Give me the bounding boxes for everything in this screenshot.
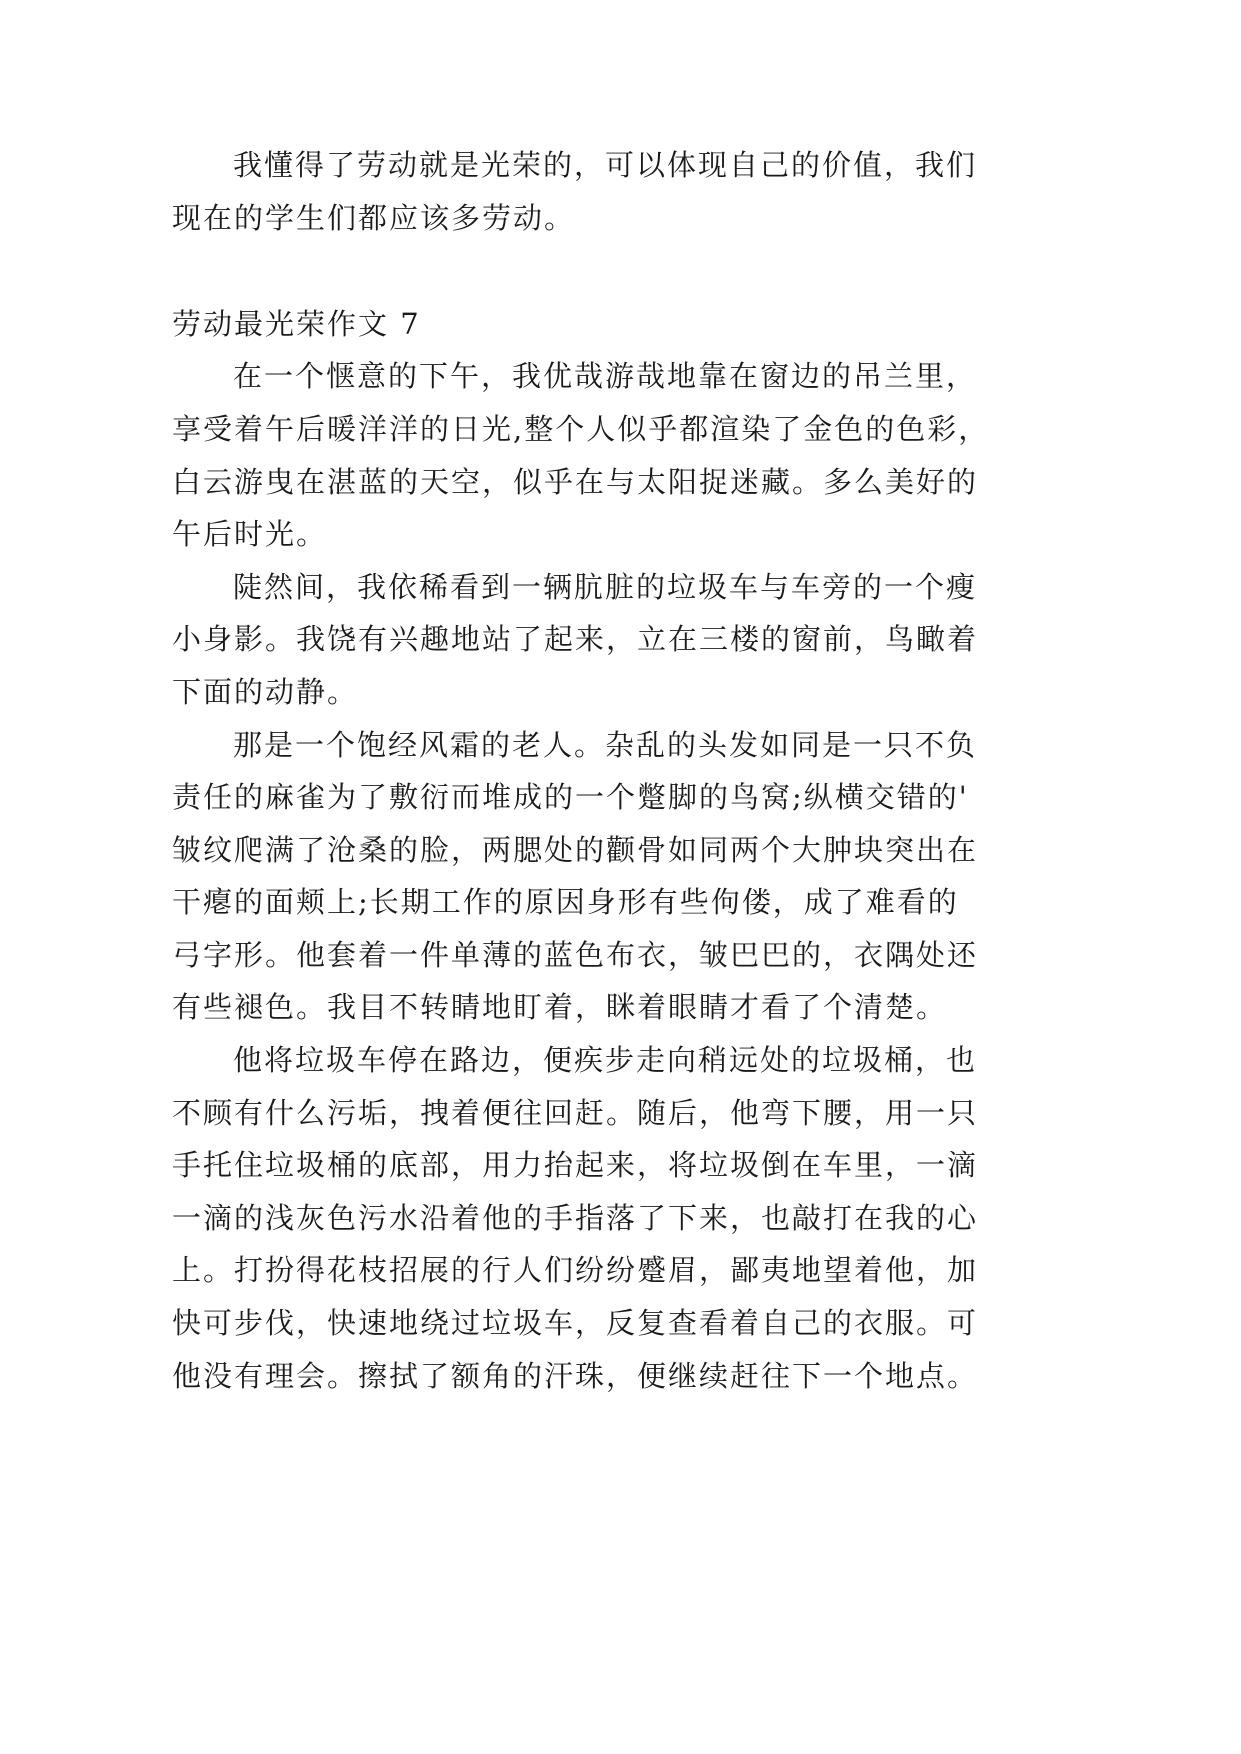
paragraph-4-line-2: 责任的麻雀为了敷衍而堆成的一个蹩脚的鸟窝;纵横交错的'	[172, 780, 969, 814]
paragraph-4-line-5: 弓字形。他套着一件单薄的蓝色布衣，皱巴巴的，衣隅处还	[172, 938, 979, 972]
paragraph-4-line-1: 那是一个饱经风霜的老人。杂乱的头发如同是一只不负	[233, 728, 978, 762]
paragraph-5-line-4: 一滴的浅灰色污水沿着他的手指落了下来，也敲打在我的心	[172, 1201, 979, 1235]
paragraph-4-line-6: 有些褪色。我目不转睛地盯着，眯着眼睛才看了个清楚。	[172, 990, 948, 1024]
paragraph-2-line-4: 午后时光。	[172, 517, 328, 551]
paragraph-5-line-6: 快可步伐，快速地绕过垃圾车，反复查看着自己的衣服。可	[172, 1306, 979, 1340]
paragraph-5-line-3: 手托住垃圾桶的底部，用力抬起来，将垃圾倒在车里，一滴	[172, 1148, 979, 1182]
paragraph-1-line-2: 现在的学生们都应该多劳动。	[172, 201, 576, 235]
paragraph-3-line-1: 陡然间，我依稀看到一辆肮脏的垃圾车与车旁的一个瘦	[233, 570, 978, 604]
essay-heading: 劳动最光荣作文 7	[172, 307, 421, 341]
paragraph-3-line-3: 下面的动静。	[172, 675, 359, 709]
paragraph-2-line-2: 享受着午后暖洋洋的日光,整个人似乎都渲染了金色的色彩，	[172, 412, 990, 446]
paragraph-2-line-3: 白云游曳在湛蓝的天空，似乎在与太阳捉迷藏。多么美好的	[172, 465, 979, 499]
paragraph-5-line-7: 他没有理会。擦拭了额角的汗珠，便继续赶往下一个地点。	[172, 1359, 979, 1393]
paragraph-4-line-4: 干瘪的面颊上;长期工作的原因身形有些佝偻，成了难看的	[172, 885, 959, 919]
paragraph-5-line-5: 上。打扮得花枝招展的行人们纷纷蹙眉，鄙夷地望着他，加	[172, 1253, 979, 1287]
paragraph-5-line-1: 他将垃圾车停在路边，便疾步走向稍远处的垃圾桶，也	[233, 1043, 978, 1077]
paragraph-2-line-1: 在一个惬意的下午，我优哉游哉地靠在窗边的吊兰里，	[233, 359, 978, 393]
paragraph-3-line-2: 小身影。我饶有兴趣地站了起来，立在三楼的窗前，鸟瞰着	[172, 622, 979, 656]
paragraph-4-line-3: 皱纹爬满了沧桑的脸，两腮处的颧骨如同两个大肿块突出在	[172, 833, 979, 867]
paragraph-5-line-2: 不顾有什么污垢，拽着便往回赶。随后，他弯下腰，用一只	[172, 1096, 979, 1130]
paragraph-1-line-1: 我懂得了劳动就是光荣的，可以体现自己的价值，我们	[233, 148, 978, 182]
